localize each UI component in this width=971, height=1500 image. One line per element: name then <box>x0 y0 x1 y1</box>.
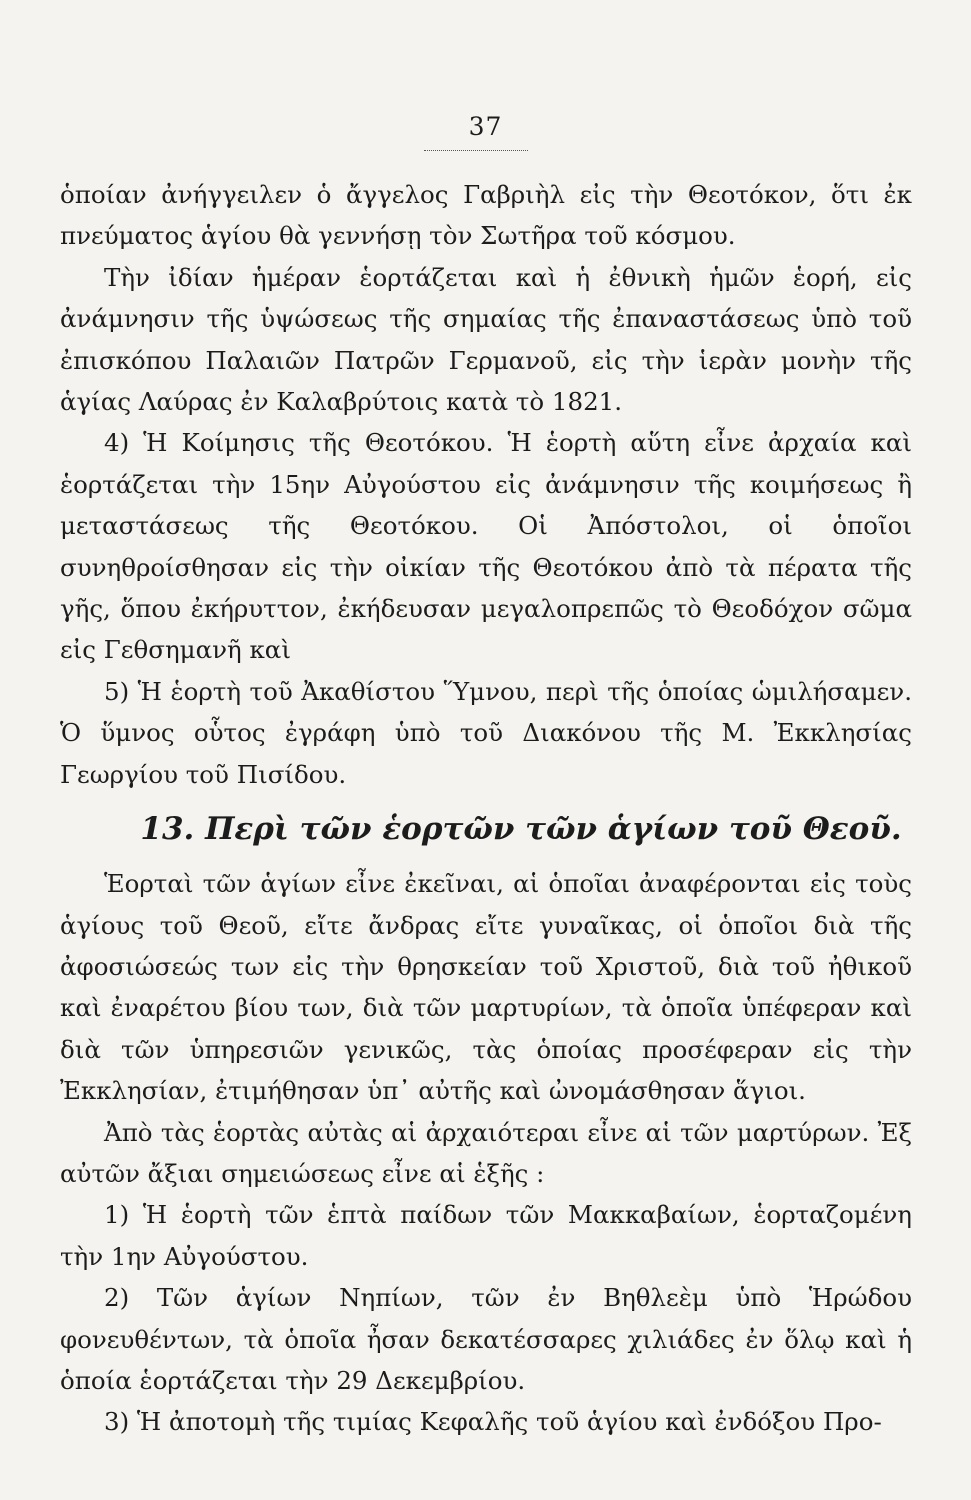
paragraph: Τὴν ἰδίαν ἡμέραν ἑορτάζεται καὶ ἡ ἐθνικὴ ἡμῶν ἑορή, εἰς ἀνάμνησιν τῆς ὑψώσεως τῆς σημαίας τῆς ἐπαναστάσεως ὑπὸ τοῦ ἐπισκόπου Παλαιῶν Πατρῶν Γερμανοῦ, εἰς τὴν ἱερὰν μονὴν τῆς ἁγίας Λαύρας ἐν Καλαβρύτοις κατὰ τὸ 1821. <box>60 262 912 417</box>
paragraph: 4) Ἡ Κοίμησις τῆς Θεοτόκου. Ἡ ἑορτὴ αὕτη εἶνε ἀρχαία καὶ ἑορτάζεται τὴν 15ην Αὐγούστου εἰς ἀνάμνησιν τῆς κοιμήσεως ἢ μεταστάσεως τῆς Θεοτόκου. Οἱ Ἀπόστολοι, οἱ ὁποῖοι συνηθροίσθησαν εἰς τὴν οἰκίαν τῆς Θεοτόκου ἀπὸ τὰ πέρατα τῆς γῆς, ὅπου ἐκήρυττον, ἐκήδευσαν μεγαλοπρεπῶς τὸ Θεοδόχον σῶμα εἰς Γεθσημανῆ καὶ <box>60 428 912 665</box>
paragraph: 2) Τῶν ἁγίων Νηπίων, τῶν ἐν Βηθλεὲμ ὑπὸ Ἡρώδου φονευθέντων, τὰ ὁποῖα ἦσαν δεκατέσσαρες χιλιάδες ἐν ὅλῳ καὶ ἡ ὁποία ἑορτάζεται τὴν 29 Δεκεμβρίου. <box>60 1283 912 1395</box>
paragraph: ὁποίαν ἀνήγγειλεν ὁ ἄγγελος Γαβριὴλ εἰς τὴν Θεοτόκον, ὅτι ἐκ πνεύματος ἁγίου θὰ γεννήσῃ τὸν Σωτῆρα τοῦ κόσμου. <box>60 180 912 251</box>
paragraph: 1) Ἡ ἑορτὴ τῶν ἑπτὰ παίδων τῶν Μακκαβαίων, ἑορταζομένη τὴν 1ην Αὐγούστου. <box>60 1200 912 1271</box>
paragraph: Ἑορταὶ τῶν ἁγίων εἶνε ἐκεῖναι, αἱ ὁποῖαι ἀναφέρονται εἰς τοὺς ἁγίους τοῦ Θεοῦ, εἴτε ἄνδρας εἴτε γυναῖκας, οἱ ὁποῖοι διὰ τῆς ἀφοσιώσεώς των εἰς τὴν θρησκείαν τοῦ Χριστοῦ, διὰ τοῦ ἠθικοῦ καὶ ἐναρέτου βίου των, διὰ τῶν μαρτυρίων, τὰ ὁποῖα ὑπέφεραν καὶ διὰ τῶν ὑπηρεσιῶν γενικῶς, τὰς ὁποίας προσέφεραν εἰς τὴν Ἐκκλησίαν, ἐτιμήθησαν ὑπ᾽ αὐτῆς καὶ ὠνομάσθησαν ἅγιοι. <box>60 869 912 1106</box>
page-body <box>60 174 912 1443</box>
section-heading: 13. Περὶ τῶν ἑορτῶν τῶν ἁγίων τοῦ Θεοῦ. <box>140 811 902 848</box>
paragraph: Ἀπὸ τὰς ἑορτὰς αὐτὰς αἱ ἀρχαιότεραι εἶνε αἱ τῶν μαρτύρων. Ἐξ αὐτῶν ἄξιαι σημειώσεως εἶνε αἱ ἑξῆς : <box>60 1117 912 1188</box>
header-rule <box>424 150 528 151</box>
page-number: 37 <box>468 112 503 141</box>
paragraph: 3) Ἡ ἀποτομὴ τῆς τιμίας Κεφαλῆς τοῦ ἁγίου καὶ ἐνδόξου Προ- <box>104 1407 882 1437</box>
paragraph: 5) Ἡ ἑορτὴ τοῦ Ἀκαθίστου Ὕμνου, περὶ τῆς ὁποίας ὡμιλήσαμεν. Ὁ ὕμνος οὗτος ἐγράφη ὑπὸ τοῦ Διακόνου τῆς Μ. Ἐκκλησίας Γεωργίου τοῦ Πισίδου. <box>60 676 912 789</box>
